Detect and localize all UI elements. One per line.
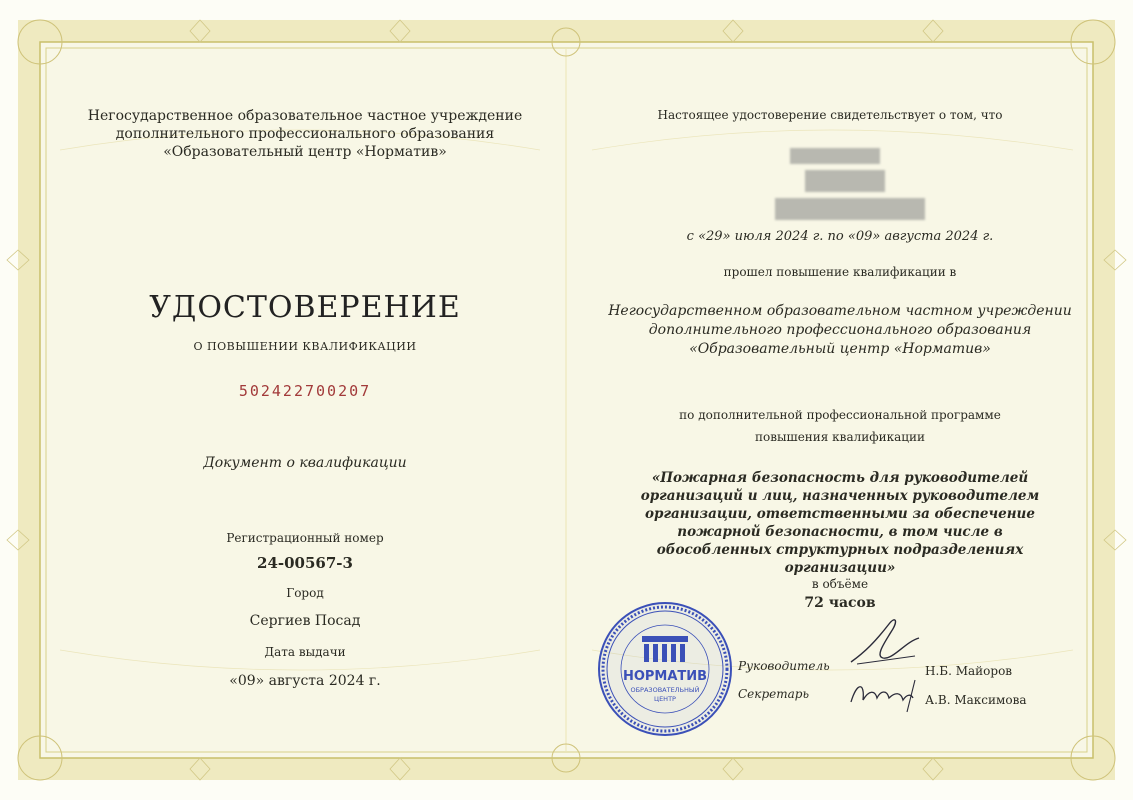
- issuer-org-line1: Негосударственное образовательное частное учреждение: [87, 108, 523, 124]
- course-title-line: обособленных структурных подразделениях: [656, 542, 1024, 558]
- training-org-line1: Негосударственном образовательном частном учреждении: [608, 303, 1072, 319]
- svg-text:ЦЕНТР: ЦЕНТР: [654, 695, 676, 703]
- volume-value: 72 часов: [804, 595, 876, 611]
- course-title-line: «Пожарная безопасность для руководителей: [651, 470, 1029, 486]
- issue-date-value: «09» августа 2024 г.: [229, 673, 381, 689]
- secretary-name: А.В. Максимова: [925, 693, 1027, 707]
- program-line1: по дополнительной профессиональной программе: [679, 408, 1001, 422]
- certificate-title: УДОСТОВЕРЕНИЕ: [149, 290, 461, 325]
- course-title-line: организации»: [784, 560, 896, 576]
- course-title-line: организаций и лиц, назначенных руководителем: [640, 488, 1040, 504]
- issuer-org-line3: «Образовательный центр «Норматив»: [163, 144, 447, 160]
- head-role: Руководитель: [738, 659, 830, 673]
- city-value: Сергиев Посад: [249, 613, 361, 629]
- course-title-line: организации, ответственными за обеспечение: [645, 506, 1035, 522]
- passed-text: прошел повышение квалификации в: [723, 265, 957, 279]
- certificate-subtitle: О ПОВЫШЕНИИ КВАЛИФИКАЦИИ: [193, 340, 417, 353]
- registration-label: Регистрационный номер: [226, 531, 384, 545]
- issue-date-label: Дата выдачи: [264, 645, 346, 659]
- secretary-role: Секретарь: [738, 687, 809, 701]
- issuer-org-line2: дополнительного профессионального образования: [115, 126, 495, 142]
- organization-seal: [596, 600, 734, 738]
- volume-label: в объёме: [811, 577, 869, 591]
- registration-number: 24-00567-3: [257, 554, 353, 572]
- document-type: Документ о квалификации: [203, 455, 407, 471]
- training-org-line3: «Образовательный центр «Норматив»: [689, 341, 991, 357]
- program-line2: повышения квалификации: [755, 430, 925, 444]
- svg-text:НОРМАТИВ: НОРМАТИВ: [622, 669, 708, 684]
- study-period: с «29» июля 2024 г. по «09» августа 2024 г.: [686, 229, 994, 244]
- svg-text:ОБРАЗОВАТЕЛЬНЫЙ: ОБРАЗОВАТЕЛЬНЫЙ: [630, 686, 700, 694]
- training-org-line2: дополнительного профессионального образования: [648, 322, 1032, 338]
- secretary-signature: [845, 672, 925, 717]
- head-name: Н.Б. Майоров: [925, 664, 1013, 678]
- serial-number: 502422700207: [238, 382, 372, 400]
- course-title-line: пожарной безопасности, в том числе в: [677, 524, 1003, 540]
- city-label: Город: [286, 586, 324, 600]
- head-signature: [845, 612, 925, 672]
- intro-text: Настоящее удостоверение свидетельствует о том, что: [657, 108, 1003, 122]
